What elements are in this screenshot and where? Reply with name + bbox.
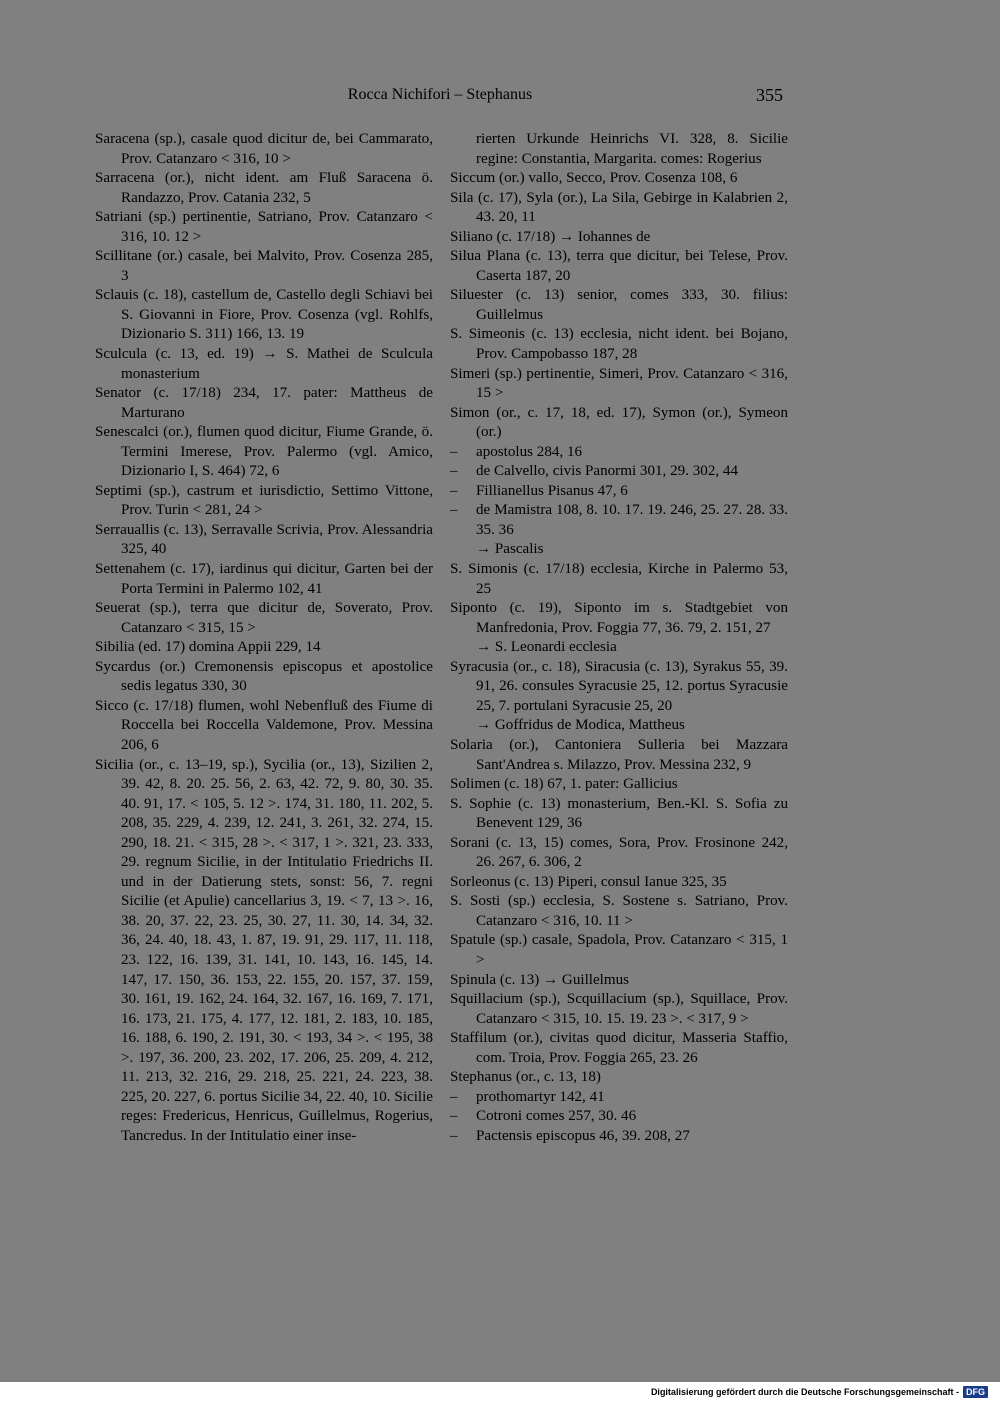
index-entry: Sclauis (c. 18), castellum de, Castello degli Schiavi bei S. Giovanni in Fiore, Prov. Cosenza (vgl. Rohlfs, Dizionario S. 311) 166, 13. 19 bbox=[95, 287, 433, 343]
index-entry: S. Sosti (sp.) ecclesia, S. Sostene s. Satriano, Prov. Catanzaro < 316, 10. 11 > bbox=[450, 893, 788, 929]
index-entry: Sicco (c. 17/18) flumen, wohl Nebenfluß des Fiume di Roccella bei Roccella Valdemone, Prov. Messina 206, 6 bbox=[95, 697, 433, 753]
index-entry: Stephanus (or., c. 13, 18) bbox=[450, 1069, 601, 1086]
cross-reference: → Goffridus de Modica, Mattheus bbox=[476, 717, 685, 734]
index-entry: Sila (c. 17), Syla (or.), La Sila, Gebirge in Kalabrien 2, 43. 20, 11 bbox=[450, 189, 788, 226]
index-entry: Satriani (sp.) pertinentie, Satriano, Prov. Catanzaro < 316, 10. 12 > bbox=[95, 209, 433, 245]
index-entry: Simon (or., c. 17, 18, ed. 17), Symon (or.), Symeon (or.) bbox=[450, 404, 788, 441]
index-entry: Spatule (sp.) casale, Spadola, Prov. Catanzaro < 315, 1 > bbox=[450, 932, 788, 968]
cross-reference: → S. Leonardi ecclesia bbox=[476, 639, 617, 656]
footer-credit bbox=[651, 1385, 988, 1399]
index-entry: Sorani (c. 13, 15) comes, Sora, Prov. Frosinone 242, 26. 267, 6. 306, 2 bbox=[450, 834, 788, 871]
index-entry: Syracusia (or., c. 18), Siracusia (c. 13), Syrakus 55, 39. 91, 26. consules Syracusie 25, 12. portus Syracusie 25, 7. portulani Syracusie 25, 20 bbox=[450, 658, 788, 714]
index-entry: Septimi (sp.), castrum et iurisdictio, Settimo Vittone, Prov. Turin < 281, 24 > bbox=[95, 482, 433, 519]
index-entry: Silua Plana (c. 13), terra que dicitur, bei Telese, Prov. Caserta 187, 20 bbox=[450, 248, 788, 284]
page-number: 355 bbox=[756, 85, 783, 105]
index-entry: Siponto (c. 19), Siponto im s. Stadtgebiet von Manfredonia, Prov. Foggia 77, 36. 79, 2. 151, 27 bbox=[450, 600, 788, 636]
right-column bbox=[450, 130, 788, 1146]
running-header: Rocca Nichifori – Stephanus bbox=[347, 86, 533, 103]
index-subentry: – Pactensis episcopus 46, 39. 208, 27 bbox=[450, 1127, 788, 1147]
index-entry: Staffilum (or.), civitas quod dicitur, Masseria Staffio, com. Troia, Prov. Foggia 265, 23. 26 bbox=[450, 1030, 788, 1066]
index-entry: Squillacium (sp.), Scquillacium (sp.), Squillace, Prov. Catanzaro < 315, 10. 15. 19. 23 >. < 317, 9 > bbox=[450, 991, 788, 1027]
index-subentry: – Fillianellus Pisanus 47, 6 bbox=[450, 482, 788, 502]
index-subentry: – Cotroni comes 257, 30. 46 bbox=[450, 1107, 788, 1127]
cross-reference: → Pascalis bbox=[476, 541, 544, 558]
index-subentry: – apostolus 284, 16 bbox=[450, 443, 788, 463]
index-entry: Spinula (c. 13) → Guillelmus bbox=[450, 971, 630, 988]
index-entry: Settenahem (c. 17), iardinus qui dicitur, Garten bei der Porta Termini in Palermo 102, 41 bbox=[95, 561, 433, 597]
footer-text: Digitalisierung gefördert durch die Deutsche Forschungsgemeinschaft - bbox=[650, 1387, 959, 1397]
index-entry: Serrauallis (c. 13), Serravalle Scrivia, Prov. Alessandria 325, 40 bbox=[95, 521, 433, 558]
index-entry: Siliano (c. 17/18) → Iohannes de bbox=[450, 228, 651, 245]
index-entry: Sarracena (or.), nicht ident. am Fluß Saracena ö. Randazzo, Prov. Catania 232, 5 bbox=[95, 170, 433, 206]
index-entry: Sibilia (ed. 17) domina Appii 229, 14 bbox=[95, 639, 321, 656]
index-entry: Sorleonus (c. 13) Piperi, consul Ianue 325, 35 bbox=[450, 873, 727, 890]
index-subentry: – de Mamistra 108, 8. 10. 17. 19. 246, 25. 27. 28. 33. 35. 36 bbox=[450, 501, 788, 540]
index-entry: Seuerat (sp.), terra que dicitur de, Soverato, Prov. Catanzaro < 315, 15 > bbox=[95, 600, 433, 636]
index-entry: Senescalci (or.), flumen quod dicitur, Fiume Grande, ö. Termini Imerese, Prov. Palermo (vgl. Amico, Dizionario I, S. 464) 72, 6 bbox=[95, 424, 433, 480]
index-entry-continuation: rierten Urkunde Heinrichs VI. 328, 8. Sicilie regine: Constantia, Margarita. comes: Rogerius bbox=[476, 131, 788, 167]
index-entry: Sicilia (or., c. 13–19, sp.), Sycilia (or., 13), Sizilien 2, 39. 42, 8. 20. 25. 56, 2. 63, 42. 72, 9. 80, 30. 35. 40. 91, 17. < 105, 5. 12 >. 174, 31. 180, 11. 202, 5. 208, 35. 229, 4. 239, 12. 241, 3. 261, 32. 274, 15. 290, 18. 21. < 315, 28 >. < 317, 1 >. 321, 23. 333, 29. regnum Sicilie, in der Intitulatio Friedrichs II. und in der Datierung stets, sonst: 56, 7. regni Sicilie (et Apulie) cancellarius 3, 19. < 7, 13 >. 16, 38. 20, 37. 22, 23. 25, 30. 27, 11. 30, 14. 34, 32. 36, 24. 40, 18. 43, 1. 87, 19. 91, 29. 117, 11. 118, 23. 122, 16. 139, 31. 141, 10. 143, 16. 145, 14. 147, 17. 150, 36. 153, 22. 155, 20. 157, 37. 159, 30. 161, 19. 162, 24. 164, 32. 167, 16. 169, 7. 171, 16. 173, 21. 175, 4. 177, 12. 181, 2. 183, 10. 185, 16. 188, 6. 190, 2. 191, 30. < 193, 34 >. < 195, 38 >. 197, 36. 200, 23. 202, 17. 206, 25. 209, 4. 212, 11. 213, 32. 216, 29. 218, 25. 221, 24. 223, 38. 225, 20. 227, 6. portus Sicilie 34, 22. 40, 10. Sicilie reges: Fredericus, Henricus, Guillelmus, Rogerius, Tancredus. In der Intitulatio einer inse- bbox=[95, 756, 433, 1144]
index-subentry: – de Calvello, civis Panormi 301, 29. 302, 44 bbox=[450, 462, 788, 482]
dfg-logo[interactable]: DFG bbox=[963, 1386, 988, 1398]
index-entry: Siluester (c. 13) senior, comes 333, 30. filius: Guillelmus bbox=[450, 287, 788, 323]
index-subentry: – prothomartyr 142, 41 bbox=[450, 1088, 788, 1108]
index-entry: Sycardus (or.) Cremonensis episcopus et apostolice sedis legatus 330, 30 bbox=[95, 658, 433, 695]
index-entry: S. Simonis (c. 17/18) ecclesia, Kirche in Palermo 53, 25 bbox=[450, 561, 788, 597]
index-entry: Sculcula (c. 13, ed. 19) → S. Mathei de Sculcula monasterium bbox=[95, 346, 433, 382]
index-entry: Scillitane (or.) casale, bei Malvito, Prov. Cosenza 285, 3 bbox=[95, 248, 433, 284]
index-entry: S. Simeonis (c. 13) ecclesia, nicht ident. bei Bojano, Prov. Campobasso 187, 28 bbox=[450, 326, 788, 363]
index-entry: Solaria (or.), Cantoniera Sulleria bei Mazzara Sant'Andrea s. Milazzo, Prov. Messina 232, 9 bbox=[450, 736, 788, 773]
index-entry: S. Sophie (c. 13) monasterium, Ben.-Kl. S. Sofia zu Benevent 129, 36 bbox=[450, 795, 788, 832]
index-entry: Saracena (sp.), casale quod dicitur de, bei Cammarato, Prov. Catanzaro < 316, 10 > bbox=[95, 131, 433, 167]
left-column bbox=[95, 130, 433, 1146]
index-entry: Siccum (or.) vallo, Secco, Prov. Cosenza 108, 6 bbox=[450, 170, 738, 187]
index-entry: Solimen (c. 18) 67, 1. pater: Gallicius bbox=[450, 776, 678, 793]
index-entry: Simeri (sp.) pertinentie, Simeri, Prov. Catanzaro < 316, 15 > bbox=[450, 365, 788, 402]
index-entry: Senator (c. 17/18) 234, 17. pater: Mattheus de Marturano bbox=[95, 385, 433, 421]
